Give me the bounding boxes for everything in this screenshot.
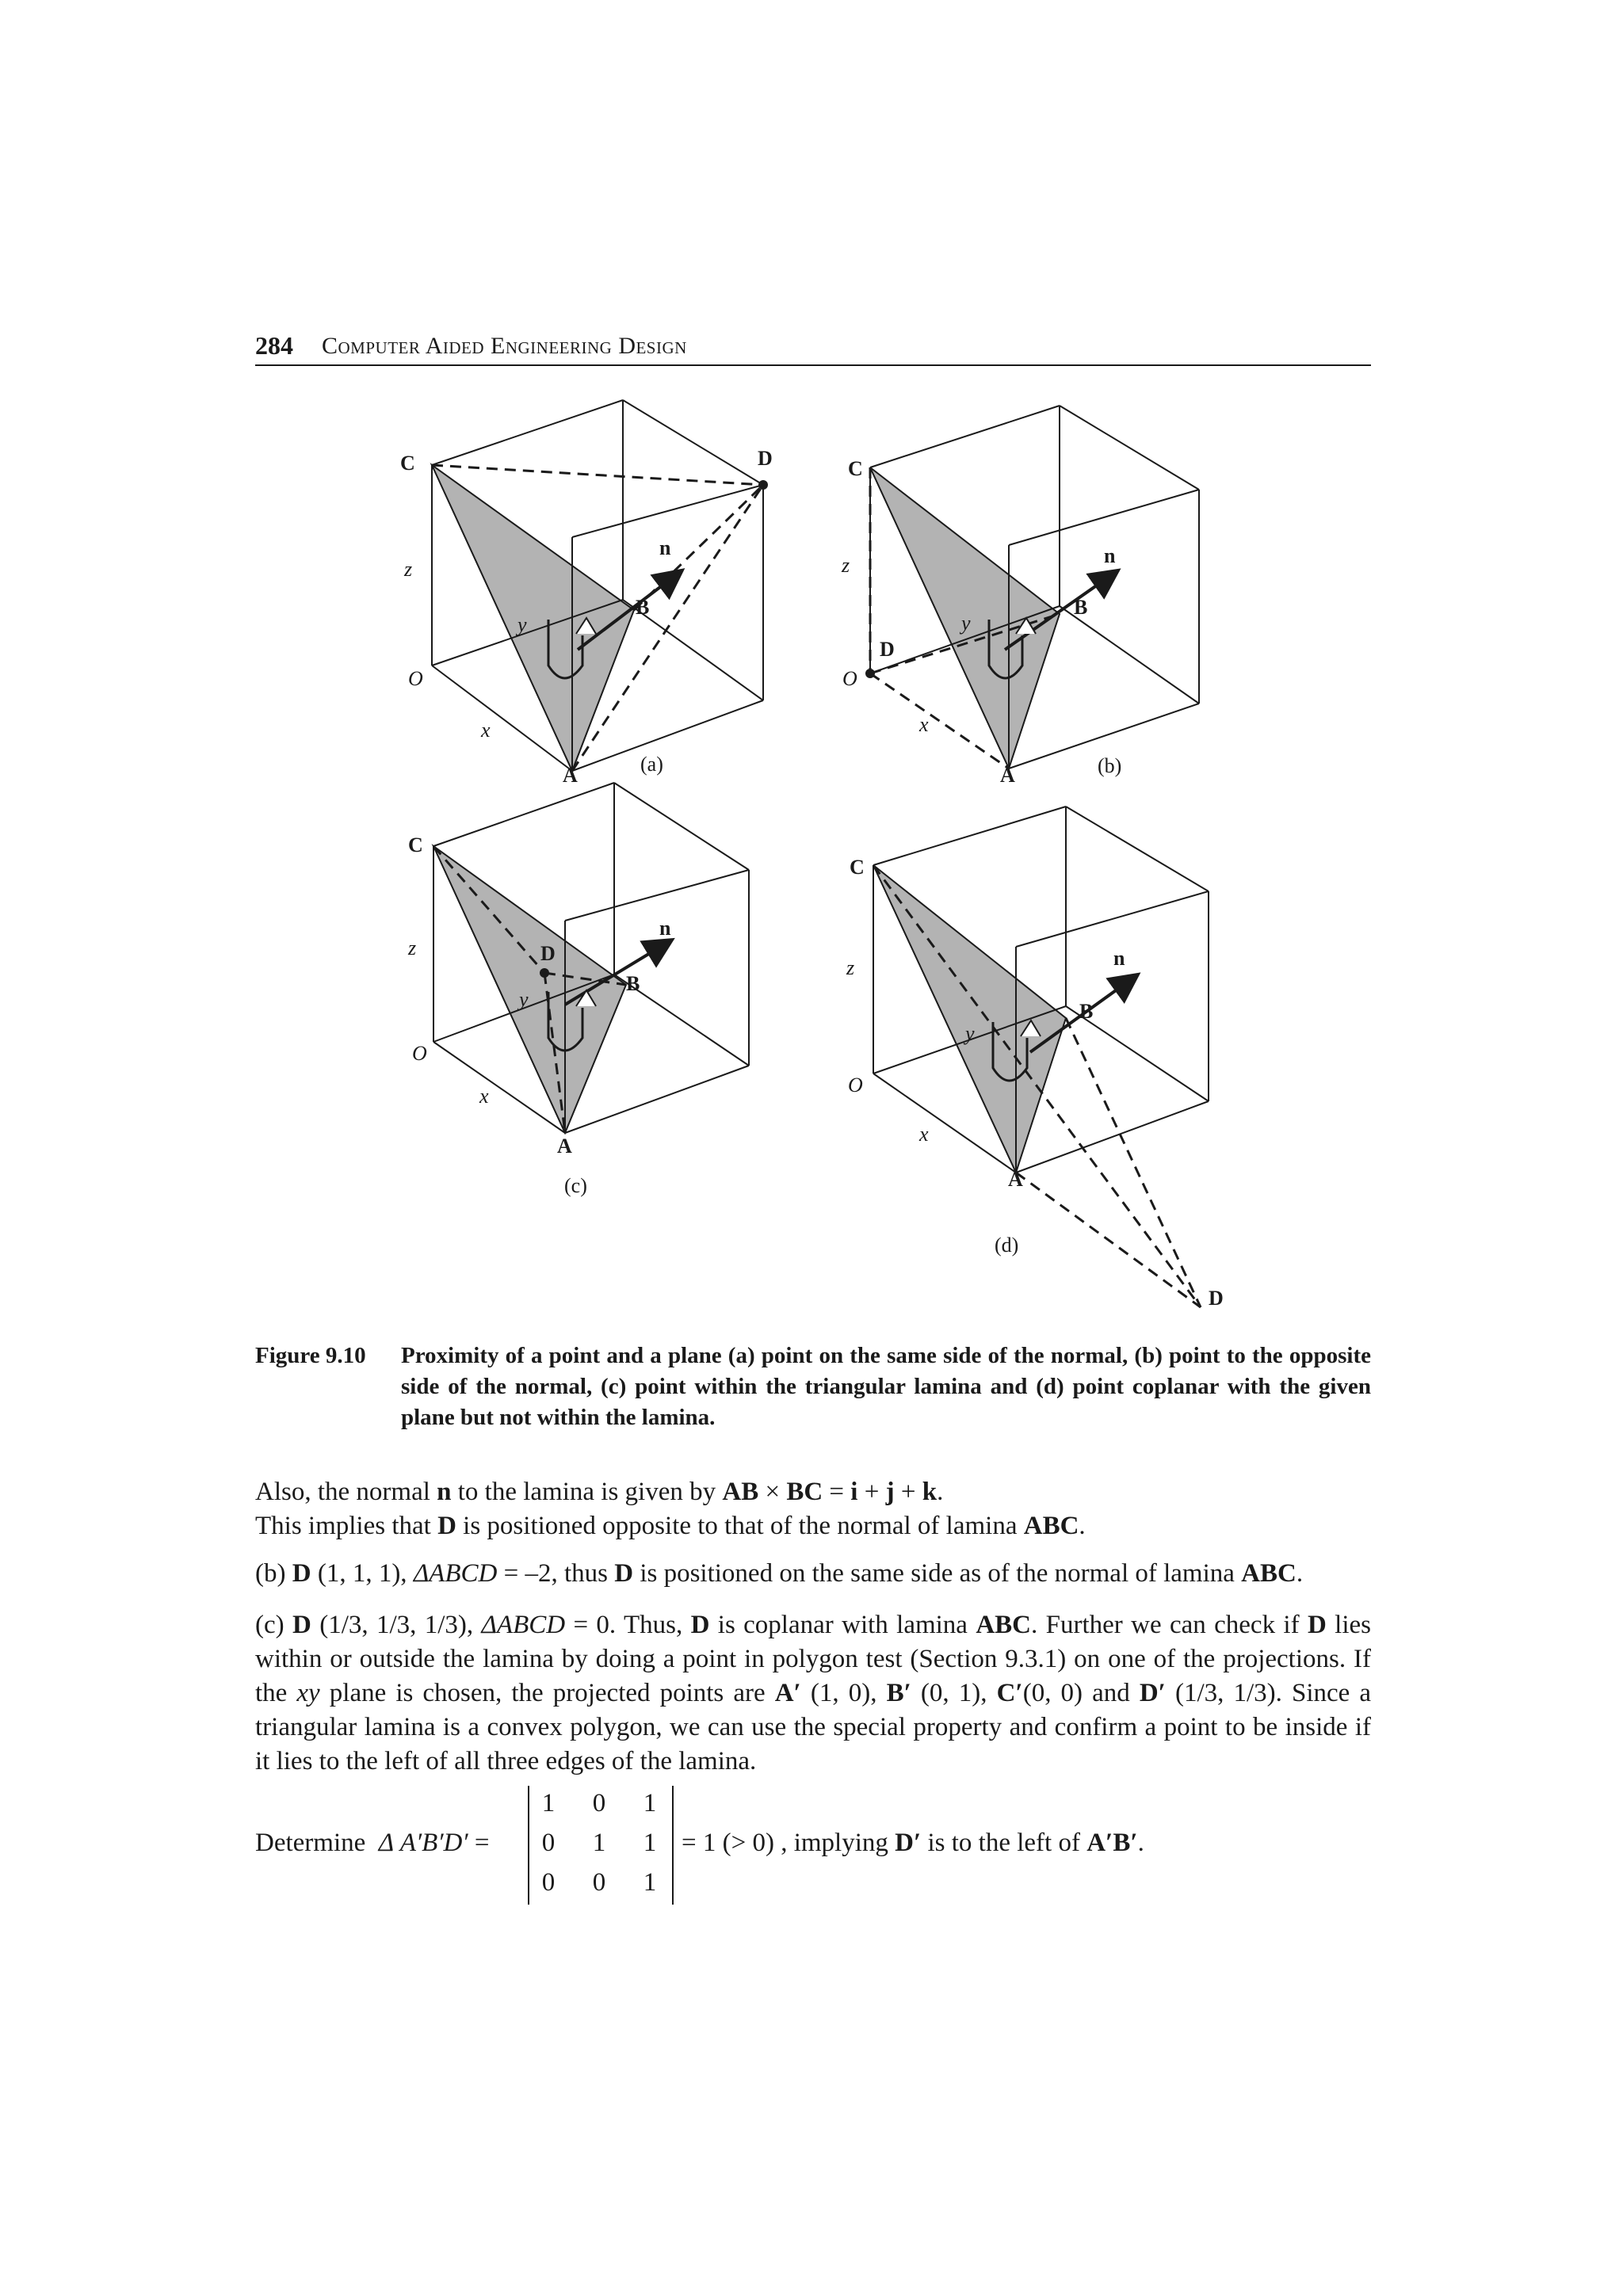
paragraph-case-c: (c) D (1/3, 1/3, 1/3), ΔABCD = 0. Thus, D is coplanar with lamina ABC. Further we can check if D lies within or outside the lamina by doing a point in polygon test (Section 9.3.1) on one of the projections. If the xy plane is chosen, the projected points are A′ (1, 0), B′ (0, 1), C′(0, 0) and D′ (1/3, 1/3). Since a triangular lamina is a convex polygon, we can use the special property and confirm a point to be inside if it lies to the left of all three edges of the lamina. — [255, 1611, 1372, 1775]
label-c: C — [408, 833, 423, 856]
label-b: B — [626, 972, 640, 995]
label-a: A — [1008, 1168, 1023, 1191]
label-z: z — [842, 554, 850, 577]
label-d: D — [540, 942, 556, 965]
label-b: B — [1079, 1000, 1094, 1023]
matrix-cell: 1 — [541, 1789, 556, 1817]
label-o: O — [412, 1042, 427, 1065]
matrix-cell: 0 — [541, 1829, 556, 1857]
paragraph-normal — [255, 1475, 1371, 1543]
paragraph-case-b: (b) D (1, 1, 1), ΔABCD = –2, thus D is positioned on the same side as of the normal of lamina ABC. — [255, 1559, 1304, 1588]
matrix-cell: 1 — [643, 1789, 657, 1817]
panel-label: (d) — [995, 1234, 1019, 1257]
label-y: y — [961, 612, 971, 635]
label-o: O — [842, 667, 857, 690]
panel-label: (a) — [640, 753, 663, 776]
label-o: O — [848, 1074, 863, 1097]
panel-a — [400, 400, 773, 787]
label-x: x — [919, 713, 929, 736]
text-line: This implies that D is positioned opposite to that of the normal of lamina ABC. — [255, 1512, 1086, 1540]
label-z: z — [408, 936, 417, 959]
label-n: n — [1113, 947, 1125, 970]
label-z: z — [846, 956, 855, 979]
label-b: B — [636, 596, 650, 619]
matrix-cell: 1 — [643, 1829, 657, 1857]
determinant-result: = 1 (> 0) , implying D′ is to the left of A′B′. — [682, 1829, 1144, 1857]
page-number: 284 — [255, 331, 293, 360]
caption-text: Proximity of a point and a plane (a) point on the same side of the normal, (b) point to the opposite side of the normal, (c) point within the triangular lamina and (d) point coplanar with the given plane but not within the lamina. — [401, 1343, 1371, 1430]
label-z: z — [404, 558, 413, 581]
label-o: O — [408, 667, 423, 690]
label-a: A — [1000, 764, 1015, 787]
label-d: D — [1209, 1287, 1224, 1310]
matrix-cell: 0 — [592, 1789, 606, 1817]
label-x: x — [919, 1123, 929, 1146]
label-x: x — [481, 719, 491, 742]
panel-d — [846, 807, 1224, 1310]
label-y: y — [965, 1022, 975, 1045]
label-d: D — [880, 638, 895, 661]
panel-label: (b) — [1098, 754, 1122, 777]
text-line: Also, the normal n to the lamina is given by AB × BC = i + j + k. — [255, 1478, 944, 1506]
running-title: Computer Aided Engineering Design — [322, 333, 687, 359]
matrix-cell: 0 — [541, 1868, 556, 1897]
caption-label: Figure 9.10 — [255, 1343, 366, 1368]
label-c: C — [850, 856, 865, 879]
label-n: n — [659, 917, 671, 940]
determinant-matrix — [528, 1786, 674, 1905]
matrix-cell: 0 — [592, 1868, 606, 1897]
panel-label: (c) — [564, 1174, 587, 1197]
panel-b — [841, 406, 1199, 787]
label-y: y — [517, 613, 527, 636]
label-n: n — [659, 536, 671, 559]
matrix-cell: 1 — [643, 1868, 657, 1897]
matrix-cell: 1 — [592, 1829, 606, 1857]
label-y: y — [519, 988, 529, 1011]
label-c: C — [400, 452, 415, 475]
label-a: A — [557, 1135, 572, 1158]
label-n: n — [1104, 544, 1116, 567]
label-d: D — [758, 447, 773, 470]
label-c: C — [848, 457, 863, 480]
label-x: x — [479, 1085, 489, 1108]
panel-c — [407, 783, 749, 1197]
determinant-lead: Determine Δ A′B′D′ = — [255, 1829, 490, 1857]
label-a: A — [563, 764, 578, 787]
label-b: B — [1074, 596, 1088, 619]
